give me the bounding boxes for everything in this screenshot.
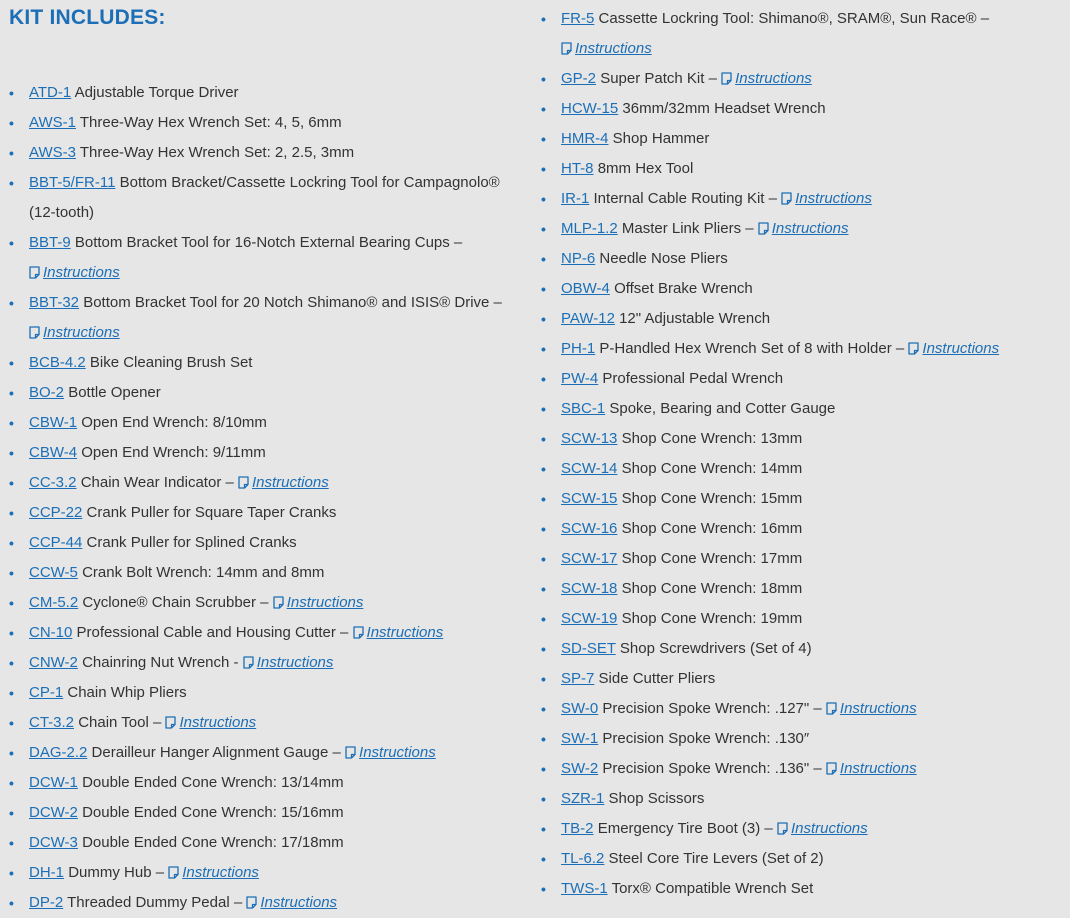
tool-description: P-Handled Hex Wrench Set of 8 with Holder <box>599 340 892 357</box>
separator-dash: – <box>328 744 346 761</box>
tool-list-item <box>540 4 1065 64</box>
tool-list-item <box>8 798 528 828</box>
tool-description: Chain Whip Pliers <box>67 684 187 701</box>
bullet-icon: • <box>9 835 14 851</box>
tool-description: Dummy Hub <box>68 864 152 881</box>
bullet-icon: • <box>541 581 546 597</box>
tool-description: Crank Bolt Wrench: 14mm and 8mm <box>82 564 325 581</box>
separator-dash: – <box>741 220 758 237</box>
instructions-label: Instructions <box>260 894 338 911</box>
tool-code-link[interactable]: CCP-44 <box>29 534 83 551</box>
tool-list-item <box>8 648 528 678</box>
instructions-label: Instructions <box>735 70 812 87</box>
instructions-label: Instructions <box>366 624 444 641</box>
tool-description: Precision Spoke Wrench: .136" <box>602 760 810 777</box>
bullet-icon: • <box>541 191 546 207</box>
tool-list-item <box>540 424 1065 454</box>
tool-list-item <box>540 514 1065 544</box>
tool-code-link[interactable]: SP-7 <box>561 670 595 687</box>
tool-list-item <box>8 228 528 288</box>
tool-description: Shop Cone Wrench: 14mm <box>621 460 803 477</box>
tool-description: Precision Spoke Wrench: .127" <box>602 700 810 717</box>
bullet-icon: • <box>9 295 14 311</box>
tool-code-link[interactable]: MLP-1.2 <box>561 220 618 237</box>
document-icon <box>777 822 788 835</box>
tool-description: Crank Puller for Square Taper Cranks <box>86 504 337 521</box>
tool-code-link[interactable]: HMR-4 <box>561 130 609 147</box>
tool-list-item <box>540 604 1065 634</box>
document-icon <box>29 326 40 339</box>
tool-code-link[interactable]: CN-10 <box>29 624 73 641</box>
tool-description: Three-Way Hex Wrench Set: 4, 5, 6mm <box>79 114 342 131</box>
document-icon <box>165 716 176 729</box>
tool-code-link[interactable]: HT-8 <box>561 160 594 177</box>
tool-description: Shop Hammer <box>612 130 710 147</box>
instructions-link[interactable] <box>721 70 812 87</box>
tool-description: Internal Cable Routing Kit <box>593 190 765 207</box>
tool-list-item <box>540 754 1065 784</box>
separator-dash: – <box>489 294 502 311</box>
bullet-icon: • <box>9 145 14 161</box>
bullet-icon: • <box>541 671 546 687</box>
tool-code-link[interactable]: SCW-14 <box>561 460 618 477</box>
bullet-icon: • <box>9 655 14 671</box>
instructions-link[interactable] <box>168 864 259 881</box>
tool-list-item <box>8 858 528 888</box>
bullet-icon: • <box>541 251 546 267</box>
tool-list-item <box>540 364 1065 394</box>
document-icon <box>238 476 249 489</box>
tool-code-link[interactable]: CBW-4 <box>29 444 78 461</box>
separator-dash: – <box>148 714 166 731</box>
separator-dash: – <box>335 624 353 641</box>
document-icon <box>273 596 284 609</box>
document-icon <box>721 72 732 85</box>
tool-code-link[interactable]: CNW-2 <box>29 654 78 671</box>
separator-dash: – <box>151 864 169 881</box>
instructions-label: Instructions <box>575 40 652 57</box>
tool-description: Shop Cone Wrench: 18mm <box>621 580 803 597</box>
instructions-link[interactable] <box>781 190 872 207</box>
bullet-icon: • <box>541 341 546 357</box>
instructions-label: Instructions <box>286 594 364 611</box>
instructions-link[interactable] <box>561 40 652 57</box>
document-icon <box>168 866 179 879</box>
tool-code-link[interactable]: SD-SET <box>561 640 616 657</box>
tool-code-link[interactable]: NP-6 <box>561 250 596 267</box>
tool-code-link[interactable]: CCW-5 <box>29 564 78 581</box>
bullet-icon: • <box>541 491 546 507</box>
tool-code-link[interactable]: SCW-13 <box>561 430 618 447</box>
tool-list-item <box>8 678 528 708</box>
document-icon <box>345 746 356 759</box>
separator-dash: – <box>256 594 273 611</box>
tool-list-item <box>8 498 528 528</box>
bullet-icon: • <box>541 101 546 117</box>
bullet-icon: • <box>9 715 14 731</box>
tool-code-link[interactable]: FR-5 <box>561 10 595 27</box>
tool-code-link[interactable]: OBW-4 <box>561 280 610 297</box>
bullet-icon: • <box>9 805 14 821</box>
tool-description: Bike Cleaning Brush Set <box>89 354 253 371</box>
document-icon <box>781 192 792 205</box>
bullet-icon: • <box>541 71 546 87</box>
tool-description: Double Ended Cone Wrench: 13/14mm <box>82 774 344 791</box>
tool-code-link[interactable]: SW-2 <box>561 760 599 777</box>
bullet-icon: • <box>541 551 546 567</box>
tool-code-link[interactable]: AWS-3 <box>29 144 76 161</box>
tool-code-link[interactable]: ATD-1 <box>29 84 72 101</box>
tool-list-item <box>540 454 1065 484</box>
instructions-label: Instructions <box>256 654 334 671</box>
tool-description: Torx® Compatible Wrench Set <box>611 880 814 897</box>
bullet-icon: • <box>541 791 546 807</box>
tool-description: Bottom Bracket Tool for 20 Notch Shimano® and ISIS® Drive <box>83 294 490 311</box>
tool-code-link[interactable]: HCW-15 <box>561 100 619 117</box>
tool-description: Spoke, Bearing and Cotter Gauge <box>609 400 836 417</box>
tool-list-item <box>8 288 528 348</box>
instructions-link[interactable] <box>826 700 917 717</box>
tool-list-right <box>540 4 1065 904</box>
bullet-icon: • <box>541 701 546 717</box>
tool-code-link[interactable]: TWS-1 <box>561 880 608 897</box>
tool-code-link[interactable]: DCW-3 <box>29 834 78 851</box>
instructions-link[interactable] <box>29 324 120 341</box>
tool-code-link[interactable]: SCW-18 <box>561 580 618 597</box>
separator-dash: – <box>809 760 826 777</box>
bullet-icon: • <box>541 281 546 297</box>
tool-list-item <box>8 138 528 168</box>
bullet-icon: • <box>541 371 546 387</box>
tool-description: Shop Cone Wrench: 19mm <box>621 610 803 627</box>
tool-list-item <box>540 214 1065 244</box>
instructions-label: Instructions <box>182 864 259 881</box>
bullet-icon: • <box>541 161 546 177</box>
kit-includes-heading: KIT INCLUDES: <box>9 6 166 29</box>
instructions-label: Instructions <box>43 324 120 341</box>
tool-description: Shop Cone Wrench: 16mm <box>621 520 803 537</box>
tool-description: Chainring Nut Wrench <box>82 654 230 671</box>
instructions-label: Instructions <box>839 760 917 777</box>
document-icon <box>758 222 769 235</box>
tool-list-item <box>540 694 1065 724</box>
tool-description: Bottom Bracket Tool for 16-Notch External Bearing Cups <box>74 234 450 251</box>
tool-description: Cassette Lockring Tool: Shimano®, SRAM®, Sun Race® <box>598 10 977 27</box>
bullet-icon: • <box>9 175 14 191</box>
tool-list-item <box>8 408 528 438</box>
tool-code-link[interactable]: PAW-12 <box>561 310 615 327</box>
tool-code-link[interactable]: PW-4 <box>561 370 599 387</box>
tool-list-item <box>540 274 1065 304</box>
tool-list-item <box>8 168 528 228</box>
separator-dash: – <box>760 820 777 837</box>
tool-list-item <box>8 738 528 768</box>
tool-list-item <box>540 814 1065 844</box>
instructions-label: Instructions <box>252 474 329 491</box>
bullet-icon: • <box>9 355 14 371</box>
tool-list-item <box>8 558 528 588</box>
tool-list-item <box>8 468 528 498</box>
tool-code-link[interactable]: AWS-1 <box>29 114 76 131</box>
document-icon <box>353 626 364 639</box>
tool-description: Three-Way Hex Wrench Set: 2, 2.5, 3mm <box>79 144 355 161</box>
tool-list-item <box>8 708 528 738</box>
separator-dash: – <box>449 234 463 251</box>
bullet-icon: • <box>9 115 14 131</box>
bullet-icon: • <box>9 505 14 521</box>
tool-list-item <box>540 334 1065 364</box>
tool-description: Double Ended Cone Wrench: 15/16mm <box>82 804 344 821</box>
tool-code-link[interactable]: CCP-22 <box>29 504 83 521</box>
tool-description: Crank Puller for Splined Cranks <box>86 534 297 551</box>
tool-code-link[interactable]: CP-1 <box>29 684 64 701</box>
tool-description: Bottle Opener <box>68 384 161 401</box>
tool-list-item <box>540 154 1065 184</box>
tool-code-link[interactable]: SCW-16 <box>561 520 618 537</box>
bullet-icon: • <box>541 11 546 27</box>
tool-description: Threaded Dummy Pedal <box>67 894 230 911</box>
tool-list-item <box>8 768 528 798</box>
bullet-icon: • <box>541 131 546 147</box>
tool-code-link[interactable]: DP-2 <box>29 894 64 911</box>
tool-description: Bottom Bracket/Cassette Lockring Tool for Campagnolo® (12-tooth) <box>29 174 500 221</box>
separator-dash: – <box>704 70 722 87</box>
bullet-icon: • <box>9 895 14 911</box>
bullet-icon: • <box>9 865 14 881</box>
separator-dash: – <box>764 190 782 207</box>
tool-description: Emergency Tire Boot (3) <box>597 820 761 837</box>
tool-code-link[interactable]: DH-1 <box>29 864 65 881</box>
bullet-icon: • <box>9 475 14 491</box>
tool-description: Offset Brake Wrench <box>614 280 753 297</box>
bullet-icon: • <box>541 221 546 237</box>
tool-list-item <box>8 378 528 408</box>
instructions-link[interactable] <box>273 594 364 611</box>
tool-code-link[interactable]: TL-6.2 <box>561 850 605 867</box>
separator-dash: – <box>221 474 238 491</box>
tool-description: Shop Scissors <box>608 790 705 807</box>
tool-code-link[interactable]: SZR-1 <box>561 790 605 807</box>
tool-code-link[interactable]: GP-2 <box>561 70 597 87</box>
tool-code-link[interactable]: DCW-2 <box>29 804 78 821</box>
tool-code-link[interactable]: BBT-9 <box>29 234 71 251</box>
separator-dash: – <box>891 340 909 357</box>
tool-description: Chain Tool <box>78 714 149 731</box>
tool-list-item <box>8 888 528 918</box>
tool-code-link[interactable]: SW-1 <box>561 730 599 747</box>
bullet-icon: • <box>9 745 14 761</box>
tool-description: 36mm/32mm Headset Wrench <box>622 100 826 117</box>
tool-code-link[interactable]: SCW-17 <box>561 550 618 567</box>
document-icon <box>246 896 257 909</box>
tool-list-item <box>540 634 1065 664</box>
bullet-icon: • <box>9 85 14 101</box>
tool-description: Open End Wrench: 9/11mm <box>81 444 266 461</box>
tool-description: Derailleur Hanger Alignment Gauge <box>91 744 329 761</box>
tool-list-item <box>540 304 1065 334</box>
tool-code-link[interactable]: DCW-1 <box>29 774 78 791</box>
bullet-icon: • <box>541 731 546 747</box>
tool-description: Shop Screwdrivers (Set of 4) <box>619 640 812 657</box>
tool-description: Side Cutter Pliers <box>598 670 716 687</box>
tool-list-item <box>540 844 1065 874</box>
instructions-label: Instructions <box>839 700 917 717</box>
tool-description: Precision Spoke Wrench: .130″ <box>602 730 810 747</box>
tool-list-item <box>8 438 528 468</box>
tool-list-item <box>540 874 1065 904</box>
tool-list-item <box>540 94 1065 124</box>
instructions-label: Instructions <box>795 190 872 207</box>
instructions-label: Instructions <box>43 264 120 281</box>
tool-list-item <box>540 64 1065 94</box>
tool-list-item <box>540 784 1065 814</box>
tool-list-item <box>8 108 528 138</box>
tool-description: Open End Wrench: 8/10mm <box>81 414 267 431</box>
bullet-icon: • <box>9 385 14 401</box>
tool-list-item <box>540 664 1065 694</box>
bullet-icon: • <box>541 611 546 627</box>
tool-list-item <box>540 574 1065 604</box>
tool-list-item <box>540 544 1065 574</box>
bullet-icon: • <box>9 595 14 611</box>
bullet-icon: • <box>9 625 14 641</box>
tool-list-item <box>8 78 528 108</box>
tool-description: 8mm Hex Tool <box>597 160 694 177</box>
bullet-icon: • <box>541 311 546 327</box>
tool-description: 12" Adjustable Wrench <box>619 310 771 327</box>
instructions-link[interactable] <box>826 760 917 777</box>
tool-list-item <box>540 724 1065 754</box>
bullet-icon: • <box>541 521 546 537</box>
tool-list-item <box>540 184 1065 214</box>
bullet-icon: • <box>541 761 546 777</box>
tool-description: Chain Wear Indicator <box>80 474 222 491</box>
tool-description: Professional Cable and Housing Cutter <box>76 624 336 641</box>
tool-code-link[interactable]: SW-0 <box>561 700 599 717</box>
tool-code-link[interactable]: SCW-19 <box>561 610 618 627</box>
separator-dash: – <box>809 700 826 717</box>
instructions-link[interactable] <box>246 894 337 911</box>
bullet-icon: • <box>9 235 14 251</box>
bullet-icon: • <box>9 445 14 461</box>
separator-dash: – <box>976 10 990 27</box>
document-icon <box>561 42 572 55</box>
tool-list-item <box>8 618 528 648</box>
bullet-icon: • <box>9 685 14 701</box>
tool-description: Double Ended Cone Wrench: 17/18mm <box>82 834 344 851</box>
bullet-icon: • <box>541 431 546 447</box>
tool-code-link[interactable]: CBW-1 <box>29 414 78 431</box>
tool-code-link[interactable]: SBC-1 <box>561 400 606 417</box>
tool-description: Shop Cone Wrench: 17mm <box>621 550 803 567</box>
tool-description: Adjustable Torque Driver <box>74 84 239 101</box>
instructions-link[interactable] <box>758 220 849 237</box>
bullet-icon: • <box>541 821 546 837</box>
instructions-label: Instructions <box>790 820 868 837</box>
tool-code-link[interactable]: IR-1 <box>561 190 590 207</box>
instructions-link[interactable] <box>243 654 334 671</box>
instructions-link[interactable] <box>345 744 436 761</box>
tool-description: Master Link Pliers <box>621 220 742 237</box>
bullet-icon: • <box>541 401 546 417</box>
tool-description: Steel Core Tire Levers (Set of 2) <box>608 850 824 867</box>
bullet-icon: • <box>9 565 14 581</box>
tool-code-link[interactable]: BBT-32 <box>29 294 80 311</box>
document-icon <box>243 656 254 669</box>
bullet-icon: • <box>541 641 546 657</box>
tool-list-item <box>8 828 528 858</box>
bullet-icon: • <box>9 535 14 551</box>
tool-list-item <box>540 124 1065 154</box>
tool-list-item <box>8 588 528 618</box>
tool-description: Professional Pedal Wrench <box>602 370 784 387</box>
tool-description: Shop Cone Wrench: 15mm <box>621 490 803 507</box>
instructions-link[interactable] <box>353 624 444 641</box>
tool-code-link[interactable]: CT-3.2 <box>29 714 75 731</box>
separator-dash: - <box>229 654 243 671</box>
bullet-icon: • <box>541 881 546 897</box>
document-icon <box>29 266 40 279</box>
tool-code-link[interactable]: SCW-15 <box>561 490 618 507</box>
bullet-icon: • <box>541 851 546 867</box>
instructions-link[interactable] <box>777 820 868 837</box>
instructions-label: Instructions <box>922 340 1000 357</box>
tool-code-link[interactable]: BBT-5/FR-11 <box>29 174 116 191</box>
instructions-link[interactable] <box>238 474 329 491</box>
document-icon <box>908 342 919 355</box>
tool-code-link[interactable]: CM-5.2 <box>29 594 79 611</box>
tool-list-item <box>8 528 528 558</box>
tool-list-item <box>540 394 1065 424</box>
tool-list-item <box>8 348 528 378</box>
bullet-icon: • <box>9 775 14 791</box>
separator-dash: – <box>229 894 247 911</box>
instructions-link[interactable] <box>908 340 999 357</box>
tool-code-link[interactable]: BCB-4.2 <box>29 354 86 371</box>
bullet-icon: • <box>9 415 14 431</box>
instructions-link[interactable] <box>165 714 256 731</box>
instructions-label: Instructions <box>771 220 849 237</box>
tool-description: Cyclone® Chain Scrubber <box>82 594 256 611</box>
tool-code-link[interactable]: TB-2 <box>561 820 594 837</box>
document-icon <box>826 762 837 775</box>
tool-list-item <box>540 244 1065 274</box>
tool-code-link[interactable]: CC-3.2 <box>29 474 77 491</box>
bullet-icon: • <box>541 461 546 477</box>
instructions-label: Instructions <box>179 714 257 731</box>
instructions-link[interactable] <box>29 264 120 281</box>
tool-list-left <box>8 78 528 918</box>
tool-description: Needle Nose Pliers <box>599 250 728 267</box>
tool-code-link[interactable]: PH-1 <box>561 340 596 357</box>
tool-list-item <box>540 484 1065 514</box>
tool-description: Super Patch Kit <box>600 70 705 87</box>
tool-code-link[interactable]: BO-2 <box>29 384 65 401</box>
instructions-label: Instructions <box>359 744 436 761</box>
document-icon <box>826 702 837 715</box>
tool-description: Shop Cone Wrench: 13mm <box>621 430 803 447</box>
tool-code-link[interactable]: DAG-2.2 <box>29 744 88 761</box>
